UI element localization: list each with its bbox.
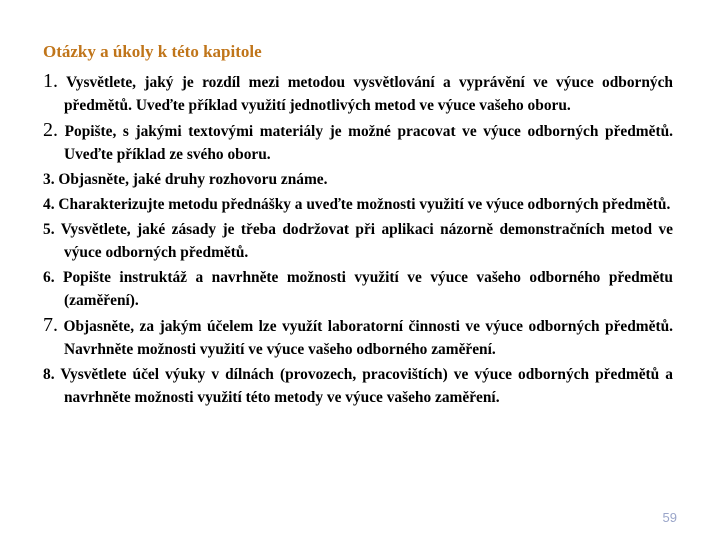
question-text: Vysvětlete účel výuky v dílnách (provozech, pracovištích) ve výuce odborných předmětů a navrhněte možnosti využití této metody ve výuce vašeho zaměření. xyxy=(60,366,673,406)
page-number: 59 xyxy=(662,510,677,525)
question-text: Popište instruktáž a navrhněte možnosti využití ve výuce vašeho odborného předmětu (zaměření). xyxy=(63,269,673,309)
question-text: Vysvětlete, jaké zásady je třeba dodržovat při aplikaci názorně demonstračních metod ve výuce odborných předmětů. xyxy=(60,221,674,261)
question-number: 3. xyxy=(43,171,55,188)
question-item xyxy=(43,266,673,312)
question-item xyxy=(43,363,673,409)
question-number: 7. xyxy=(43,314,58,336)
question-text: Objasněte, za jakým účelem lze využít laboratorní činnosti ve výuce odborných předmětů. Navrhněte možnosti využití ve výuce vašeho odborného zaměření. xyxy=(63,318,673,358)
question-number: 1. xyxy=(43,70,58,92)
question-number: 6. xyxy=(43,269,55,286)
question-item xyxy=(43,70,673,117)
question-number: 8. xyxy=(43,366,55,383)
section-heading: Otázky a úkoly k této kapitole xyxy=(43,42,262,61)
question-text: Popište, s jakými textovými materiály je možné pracovat ve výuce odborných předmětů. Uveďte příklad ze svého oboru. xyxy=(64,123,673,163)
question-item xyxy=(43,119,673,166)
question-item xyxy=(43,218,673,264)
question-text: Objasněte, jaké druhy rozhovoru známe. xyxy=(58,171,328,188)
question-text: Charakterizujte metodu přednášky a uveďte možnosti využití ve výuce odborných předmětů. xyxy=(58,196,671,213)
question-text: Vysvětlete, jaký je rozdíl mezi metodou vysvětlování a vyprávění ve výuce odborných předmětů. Uveďte příklad využití jednotlivých metod ve výuce vašeho oboru. xyxy=(64,74,673,114)
question-item xyxy=(43,314,673,361)
question-number: 5. xyxy=(43,221,55,238)
question-item xyxy=(43,193,673,216)
question-item xyxy=(43,168,673,191)
question-number: 4. xyxy=(43,196,55,213)
question-number: 2. xyxy=(43,119,58,141)
question-list xyxy=(43,70,673,411)
